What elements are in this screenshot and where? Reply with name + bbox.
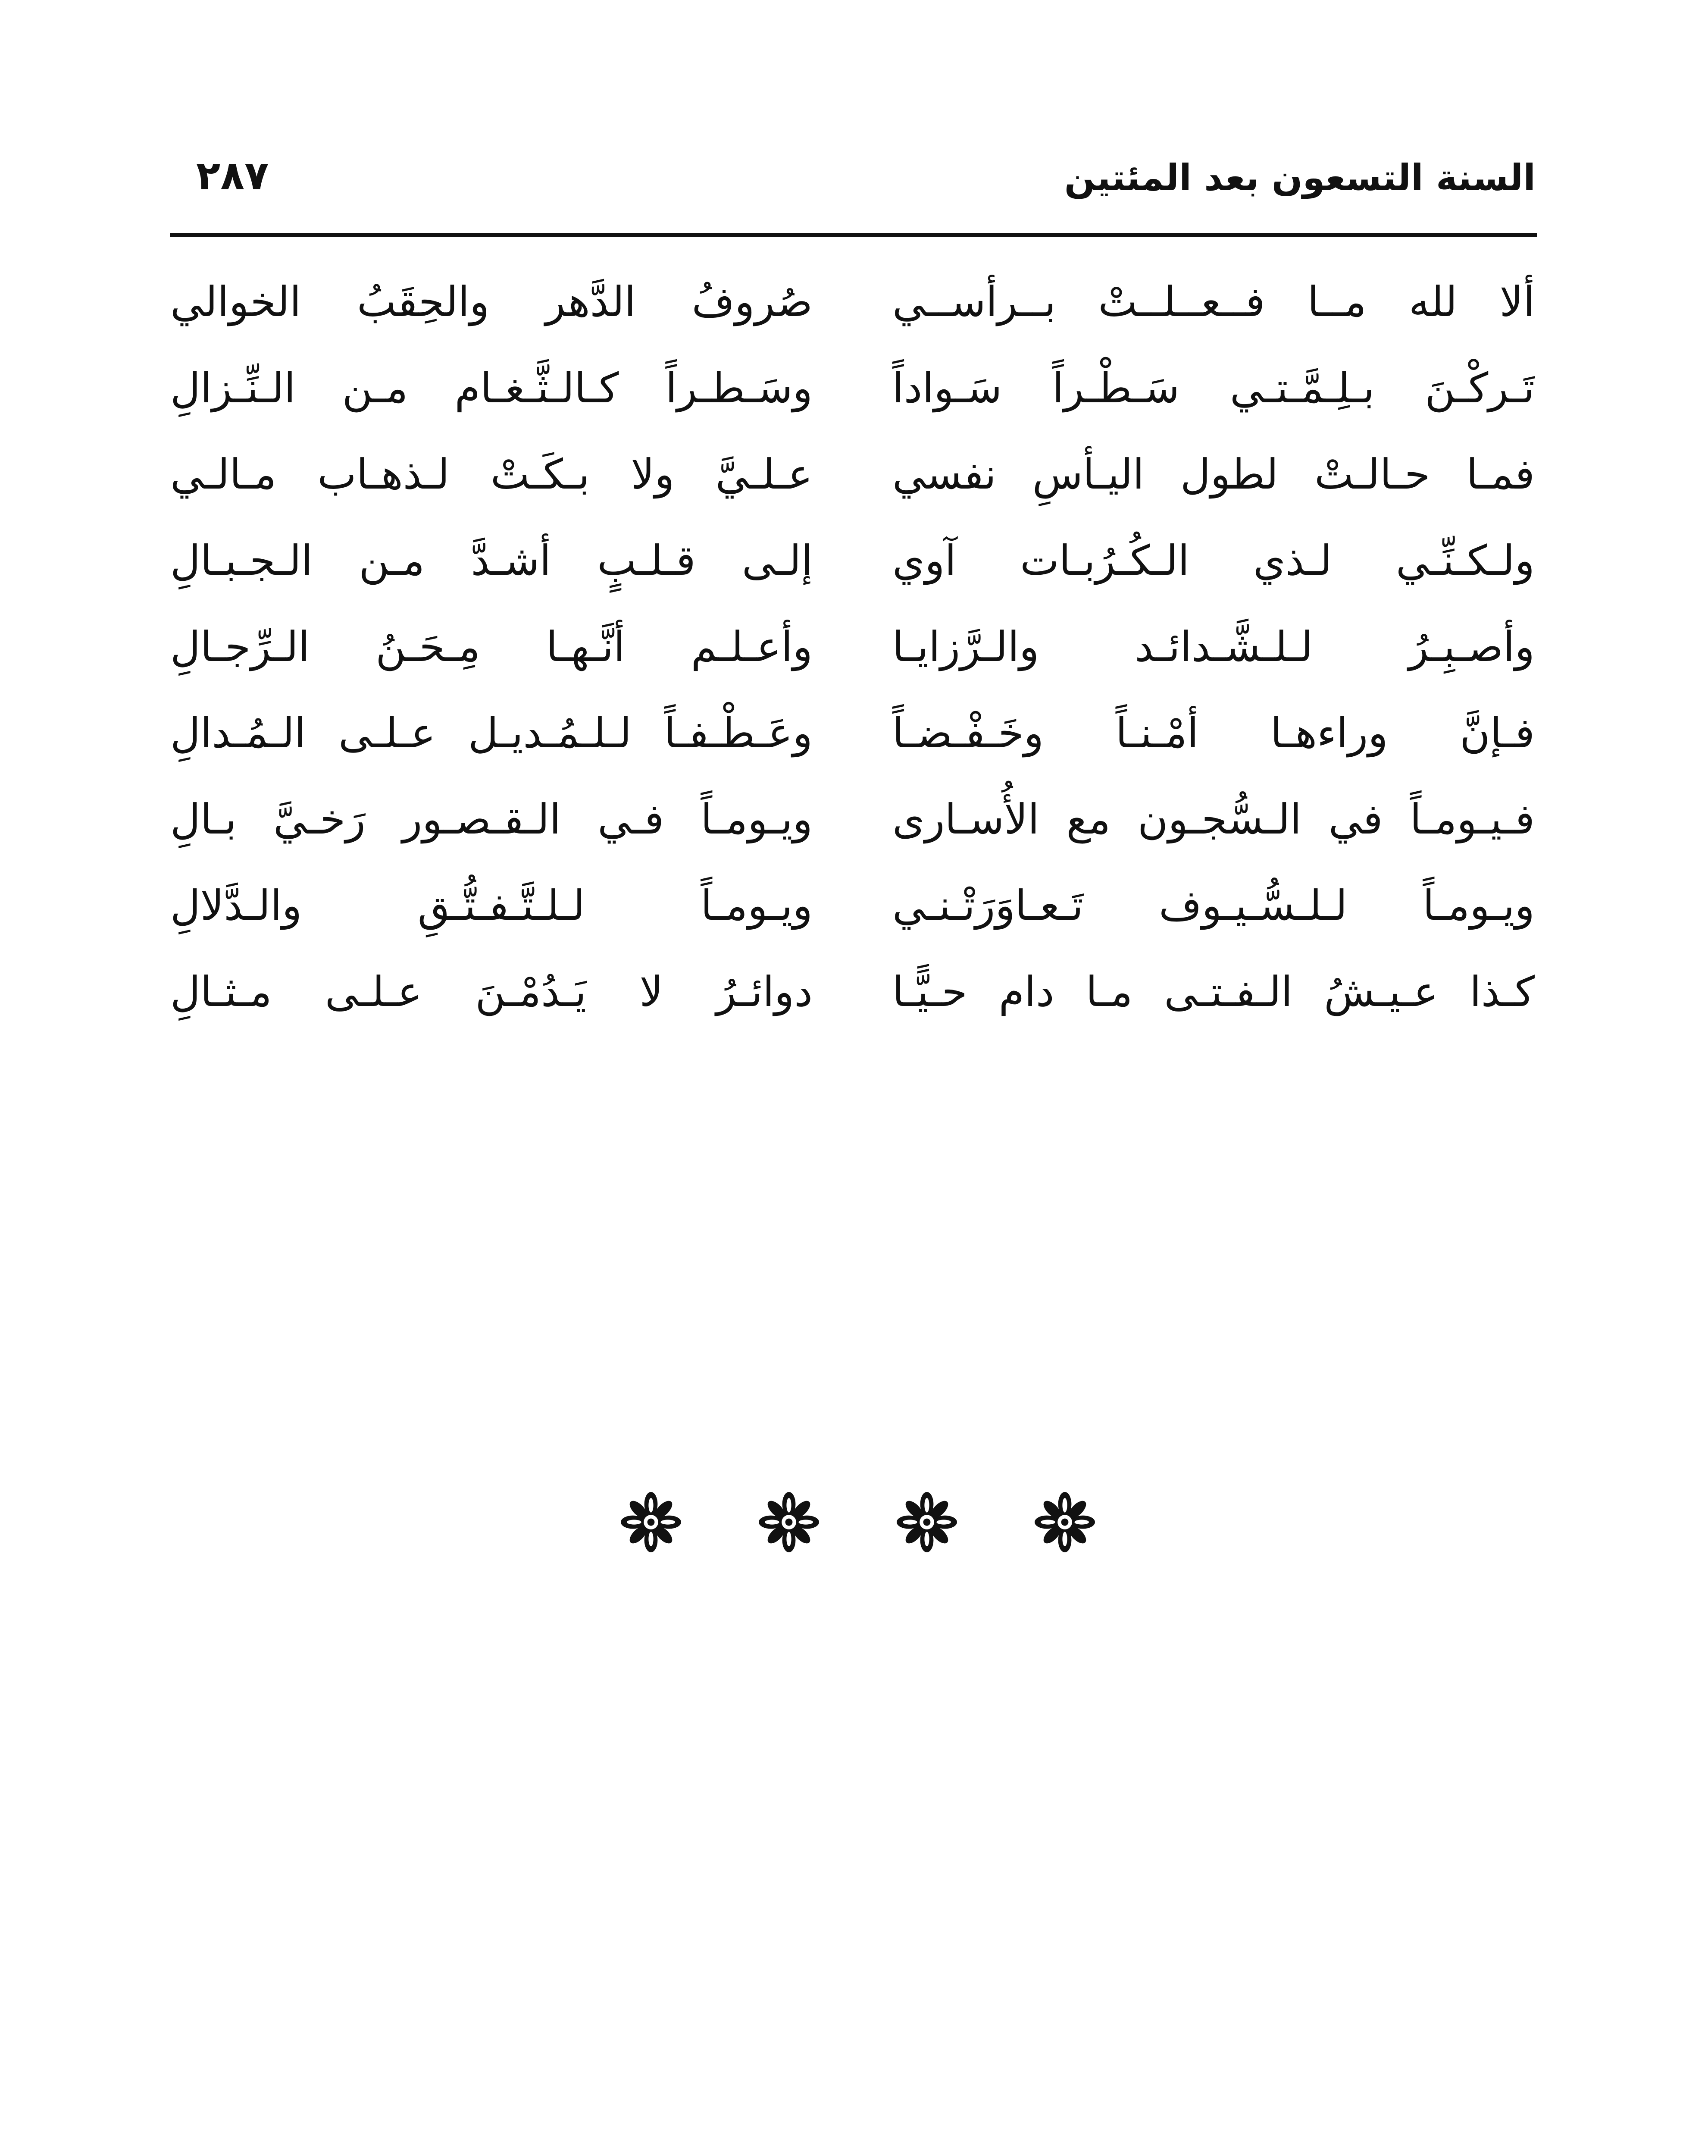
verse-second-hemistich: وسَـطـراً كـالـثَّـغـام مـن الـنِّـزالِ [170, 364, 813, 412]
verse-first-hemistich: فـإنَّ وراءهـا أمْـنـاً وخَـفْـضـاً [892, 709, 1535, 757]
verse-second-hemistich: صُروفُ الدَّهر والحِقَبُ الخوالي [170, 278, 813, 326]
verse [0, 517, 1708, 604]
verse-first-hemistich: ولـكـنِّـي لـذي الـكُـرُبـات آوي [892, 536, 1535, 585]
verse-second-hemistich: عـلـيَّ ولا بـكَـتْ لـذهـاب مـالـي [170, 450, 813, 498]
verse-second-hemistich: ويـومـاً فـي الـقـصـور رَخـيَّ بـالِ [170, 795, 813, 843]
verse-first-hemistich: فـيـومـاً في الـسُّجـون مع الأُسـارى [892, 795, 1535, 843]
flower-ornament-icon [621, 1492, 681, 1552]
verse [0, 431, 1708, 517]
verse-second-hemistich: وأعـلـم أنَّـهـا مِـحَـنُ الـرِّجـالِ [170, 623, 813, 671]
header-rule [170, 233, 1537, 237]
verse-second-hemistich: وعَـطْـفـاً لـلـمُـديـل عـلـى الـمُـدالِ [170, 709, 813, 757]
verse [0, 259, 1708, 345]
verse-first-hemistich: وأصـبِـرُ لـلـشَّـدائـد والـرَّزايـا [892, 623, 1535, 671]
verse-second-hemistich: دوائـرُ لا يَـدُمْـنَ عـلـى مـثـالِ [170, 968, 813, 1016]
verse-second-hemistich: ويـومـاً لـلـتَّـفـتُّـقِ والـدَّلالِ [170, 881, 813, 930]
page-number: ٢٨٧ [196, 153, 269, 199]
verse [0, 862, 1708, 949]
verse-first-hemistich: ألا لله مــا فــعــلــتْ بــرأســي [892, 278, 1535, 326]
section-divider [0, 1492, 1708, 1561]
verse-second-hemistich: إلـى قـلـبٍ أشـدَّ مـن الـجـبـالِ [170, 536, 813, 585]
verse [0, 345, 1708, 431]
verse [0, 949, 1708, 1035]
flower-ornament-icon [759, 1492, 819, 1552]
flower-ornament-icon [897, 1492, 957, 1552]
verse-first-hemistich: كـذا عـيـشُ الـفـتـى مـا دام حـيًّـا [892, 968, 1535, 1016]
verse [0, 690, 1708, 776]
verse-first-hemistich: فمـا حـالـتْ لطول اليـأسِ نفسي [892, 450, 1535, 498]
verse-first-hemistich: تَـركْـنَ بـلِـمَّـتـي سَـطْـراً سَـواداً [892, 364, 1535, 412]
running-header-title: السنة التسعون بعد المئتين [1064, 157, 1536, 199]
verse-first-hemistich: ويـومـاً لـلـسُّـيـوف تَـعـاوَرَتْـنـي [892, 881, 1535, 930]
verse [0, 604, 1708, 690]
flower-ornament-icon [1035, 1492, 1095, 1552]
verse [0, 776, 1708, 862]
